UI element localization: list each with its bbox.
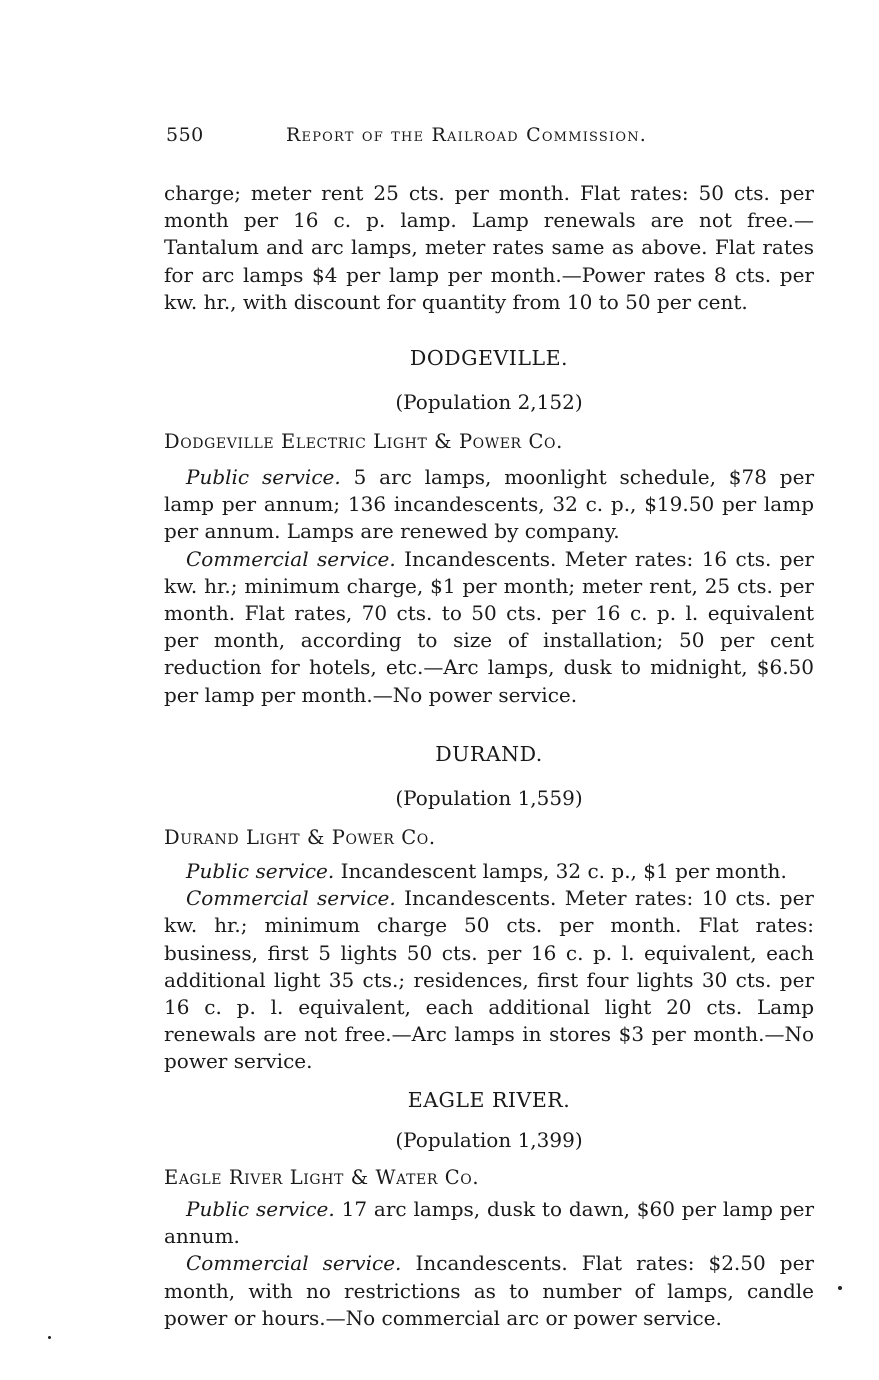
service-block-dodgeville <box>164 464 814 709</box>
section-heading-dodgeville: DODGEVILLE. <box>409 346 569 370</box>
commercial-service-paragraph <box>164 546 814 709</box>
commercial-service-label: Commercial service. <box>186 886 396 911</box>
public-service-text: 5 arc lamps, moonlight schedule, $78 per lamp per annum; 136 incandescents, 32 c. p., $19.50 per lamp per annum. Lamps are renewed by company. <box>164 465 815 544</box>
population-eagle-river: (Population 1,399) <box>395 1128 583 1152</box>
scan-speck <box>48 1336 51 1339</box>
running-header <box>166 124 816 154</box>
commercial-service-text: Incandescents. Meter rates: 16 cts. per kw. hr.; minimum charge, $1 per month; meter rent, 25 cts. per month. Flat rates, 70 cts. to 50 cts. per 16 c. p. l. equivalent per month, according to size of installation; 50 per cent reduction for hotels, etc.—Arc lamps, dusk to midnight, $6.50 per lamp per month.—No power service. <box>164 546 814 707</box>
population-dodgeville: (Population 2,152) <box>395 390 583 414</box>
intro-text: charge; meter rent 25 cts. per month. Flat rates: 50 cts. per month per 16 c. p. lamp. Lamp renewals are not free.—Tantalum and arc lamps, meter rates same as above. Flat rates for arc lamps $4 per lamp per month.—Power rates 8 cts. per kw. hr., with discount for quantity from 10 to 50 per cent. <box>164 181 814 314</box>
public-service-paragraph <box>164 858 814 885</box>
service-block-eagle-river <box>164 1196 814 1332</box>
population-durand: (Population 1,559) <box>395 786 583 810</box>
commercial-service-label: Commercial service. <box>186 1251 402 1276</box>
public-service-text: Incandescent lamps, 32 c. p., $1 per month. <box>334 859 787 883</box>
company-name-eagle-river: Eagle River Light & Water Co. <box>164 1166 480 1189</box>
scan-speck <box>838 1286 842 1290</box>
running-title: Report of the Railroad Commission. <box>286 124 648 146</box>
public-service-paragraph <box>164 464 814 546</box>
page-number: 550 <box>166 124 204 146</box>
public-service-label: Public service. <box>186 859 335 883</box>
section-heading-durand: DURAND. <box>435 742 543 766</box>
commercial-service-text: Incandescents. Flat rates: $2.50 per month, with no restrictions as to number of lamps, candle power or hours.—No commercial arc or power service. <box>164 1251 814 1330</box>
company-name-durand: Durand Light & Power Co. <box>164 826 436 849</box>
commercial-service-paragraph <box>164 1250 814 1332</box>
section-heading-eagle-river: EAGLE RIVER. <box>407 1088 571 1112</box>
commercial-service-label: Commercial service. <box>186 546 396 571</box>
intro-paragraph <box>164 180 814 316</box>
public-service-label: Public service. <box>186 465 341 489</box>
commercial-service-text: Incandescents. Meter rates: 10 cts. per kw. hr.; minimum charge 50 cts. per month. Flat rates: business, first 5 lights 50 cts. per 16 c. p. l. equivalent, each additional light 35 cts.; residences, first four lights 30 cts. per 16 c. p. l. equivalent, each additional light 20 cts. Lamp renewals are not free.—Arc lamps in stores $3 per month.—No power service. <box>164 886 814 1074</box>
commercial-service-paragraph <box>164 885 814 1075</box>
public-service-label: Public service. <box>186 1197 335 1221</box>
service-block-durand <box>164 858 814 1076</box>
public-service-text: 17 arc lamps, dusk to dawn, $60 per lamp per annum. <box>164 1197 814 1249</box>
company-name-dodgeville: Dodgeville Electric Light & Power Co. <box>164 430 563 453</box>
public-service-paragraph <box>164 1196 814 1250</box>
